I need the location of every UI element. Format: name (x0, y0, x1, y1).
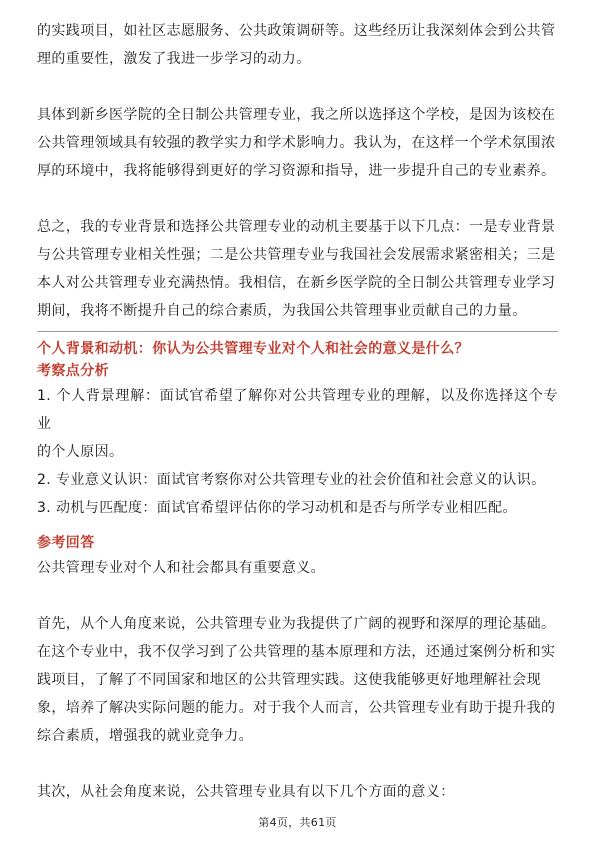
text-line: 具体到新乡医学院的全日制公共管理专业，我之所以选择这个学校，是因为该校在 (37, 107, 556, 123)
text-line: 综合素质，增强我的就业竞争力。 (37, 728, 253, 744)
intro-paragraph-1 (37, 17, 558, 73)
document-page (37, 17, 558, 806)
text-line: 践项目，了解了不同国家和地区的公共管理实践。这使我能够更好地理解社会现 (37, 672, 541, 688)
analysis-list (37, 382, 558, 522)
text-line: 总之，我的专业背景和选择公共管理专业的动机主要基于以下几点：一是专业背景 (37, 219, 556, 235)
question-title: 个人背景和动机：你认为公共管理专业对个人和社会的意义是什么？ (37, 341, 469, 357)
page-number-footer: 第4页，共61页 (258, 816, 337, 829)
list-item (37, 382, 558, 466)
text-line: 厚的环境中，我将能够得到更好的学习资源和指导，进一步提升自己的专业素养。 (37, 163, 556, 179)
text-line: 公共管理专业对个人和社会都具有重要意义。 (37, 560, 325, 576)
section-divider (37, 331, 558, 332)
answer-paragraph-1 (37, 554, 558, 582)
list-item (37, 494, 558, 522)
text-line: 其次，从社会角度来说，公共管理专业具有以下几个方面的意义： (37, 784, 455, 800)
text-line: 的个人原因。 (37, 444, 124, 460)
list-item (37, 466, 558, 494)
text-line: 首先，从个人角度来说，公共管理专业为我提供了广阔的视野和深厚的理论基础。 (37, 616, 556, 632)
answer-heading: 参考回答 (37, 535, 95, 551)
text-line: 1. 个人背景理解：面试官希望了解你对公共管理专业的理解，以及你选择这个专业 (37, 388, 558, 432)
text-line: 在这个专业中，我不仅学习到了公共管理的基本原理和方法，还通过案例分析和实 (37, 644, 556, 660)
text-line: 本人对公共管理专业充满热情。我相信，在新乡医学院的全日制公共管理专业学习 (37, 275, 556, 291)
answer-paragraph-3 (37, 778, 558, 806)
text-line: 与公共管理专业相关性强；二是公共管理专业与我国社会发展需求紧密相关；三是 (37, 247, 556, 263)
text-line: 理的重要性，激发了我进一步学习的动力。 (37, 51, 311, 67)
text-line: 公共管理领域具有较强的教学实力和学术影响力。我认为，在这样一个学术氛围浓 (37, 135, 556, 151)
answer-paragraph-2 (37, 610, 558, 750)
text-line: 3. 动机与匹配度：面试官希望评估你的学习动机和是否与所学专业相匹配。 (37, 500, 517, 516)
text-line: 的实践项目，如社区志愿服务、公共政策调研等。这些经历让我深刻体会到公共管 (37, 23, 556, 39)
intro-paragraph-2 (37, 101, 558, 185)
text-line: 期间，我将不断提升自己的综合素质，为我国公共管理事业贡献自己的力量。 (37, 303, 527, 319)
text-line: 2. 专业意义认识：面试官考察你对公共管理专业的社会价值和社会意义的认识。 (37, 472, 546, 488)
intro-paragraph-3 (37, 213, 558, 325)
text-line: 象，培养了解决实际问题的能力。对于我个人而言，公共管理专业有助于提升我的 (37, 700, 556, 716)
analysis-heading: 考察点分析 (37, 363, 109, 379)
